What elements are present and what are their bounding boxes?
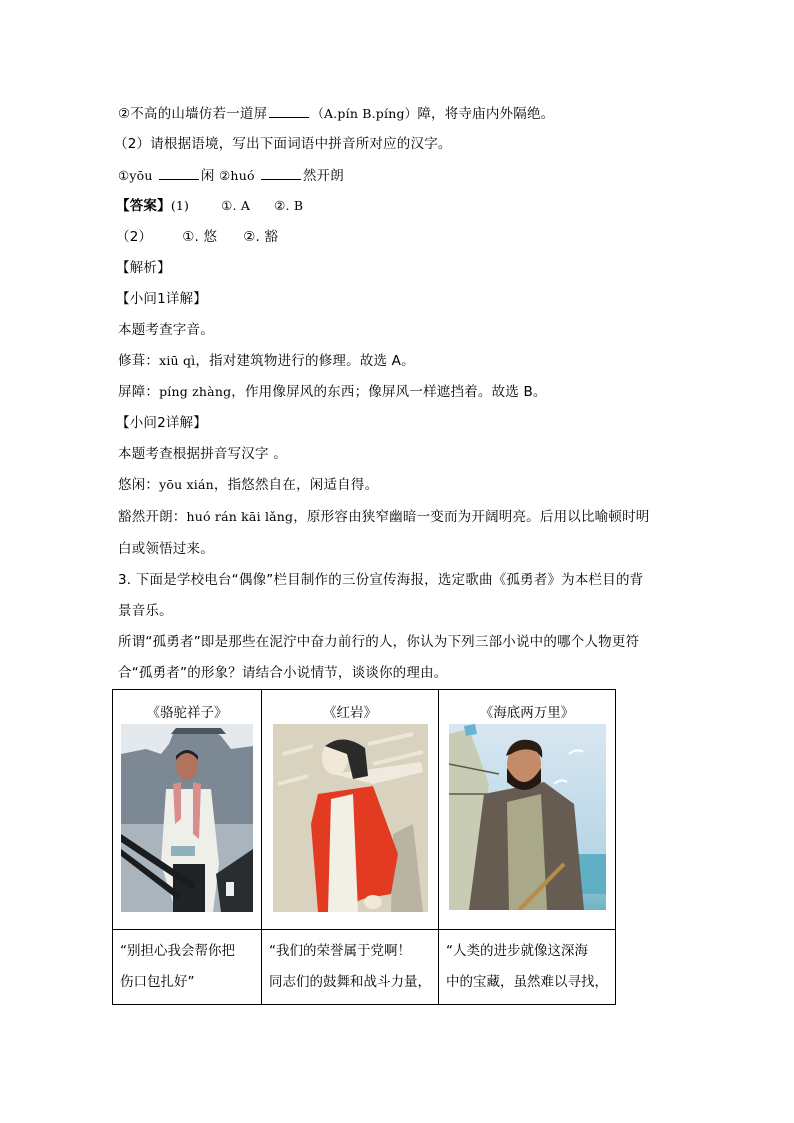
item2-prefix: ②不高的山墙仿若一道屏: [118, 106, 268, 122]
poster-quote-2: [262, 930, 439, 1005]
q3-line4: 合“孤勇者”的形象？请结合小说情节，谈谈你的理由。: [118, 665, 448, 681]
sub2-item1-pinyin: ①yōu: [118, 168, 157, 183]
item2-options: （A.pín B.píng）: [311, 106, 418, 121]
sub2-item1-suffix: 闲: [200, 168, 220, 184]
poster-cell-1: [113, 690, 262, 930]
answer-row2-num: （2）: [116, 229, 153, 245]
quote-line: “别担心我会帮你把: [120, 943, 235, 959]
poster-cell-3: [439, 690, 616, 930]
analysis-sub2-line3: 白或领悟过来。: [118, 541, 214, 557]
posters-table: [112, 689, 616, 1005]
quote-line: “人类的进步就像这深海: [446, 943, 588, 959]
definition: ，原形容由狭窄幽暗一变而为开阔明亮。后用以比喻顿时明: [293, 509, 650, 525]
q3-line2: 景音乐。: [118, 603, 173, 619]
analysis-sub2-heading: 【小问2详解】: [116, 415, 207, 431]
analysis-sub1-heading: 【小问1详解】: [116, 291, 207, 307]
analysis-sub2-line1: [118, 475, 378, 495]
sub2-item2-pinyin: ②huó: [219, 168, 259, 183]
answer-row1-num: (1): [170, 198, 190, 213]
woman-red-jacket-illustration-image: [273, 724, 428, 912]
posters-quote-row: [113, 930, 616, 1005]
term: 屏障：: [118, 384, 160, 400]
answer-row2-a1: ①. 悠: [182, 229, 218, 245]
poster-title: 《红岩》: [323, 705, 377, 721]
definition: ，指悠然自在，闲适自得。: [213, 477, 379, 493]
sub2-items: [118, 165, 344, 186]
answer-row2: [116, 227, 278, 247]
rickshaw-puller-painting-image: [121, 724, 253, 912]
quote-line: 同志们的鼓舞和战斗力量，: [269, 974, 431, 990]
poster-quote-1: [113, 930, 262, 1005]
poster-title: 《骆驼祥子》: [146, 705, 228, 721]
poster-quote-3: [439, 930, 616, 1005]
pinyin: xiū qì: [159, 353, 196, 368]
answer-label: 【答案】: [116, 198, 171, 214]
term: 悠闲：: [118, 477, 160, 493]
quote-line: “我们的荣誉属于党啊！: [269, 943, 411, 959]
term: 豁然开朗：: [118, 509, 187, 525]
analysis-sub2-line2: [118, 507, 649, 527]
term: 修葺：: [118, 353, 160, 369]
pinyin: yōu xián: [159, 477, 214, 492]
definition: ，指对建筑物进行的修理。故选 A。: [195, 353, 415, 369]
answer-blank: [261, 165, 301, 180]
q3-line3: 所谓“孤勇者”即是那些在泥泞中奋力前行的人，你认为下列三部小说中的哪个人物更符: [118, 634, 640, 650]
analysis-label: 【解析】: [116, 260, 171, 276]
answer-row1: [116, 196, 303, 216]
answer-row1-a1: ①. A: [221, 198, 251, 213]
definition: ，作用像屏风的东西；像屏风一样遮挡着。故选 B。: [231, 384, 547, 400]
pinyin: huó rán kāi lǎng: [186, 509, 294, 524]
pinyin: píng zhàng: [159, 384, 232, 399]
poster-title: 《海底两万里》: [479, 705, 575, 721]
poster-cell-2: [262, 690, 439, 930]
answer-row2-a2: ②. 豁: [243, 229, 279, 245]
bearded-sailor-illustration-image: [449, 724, 606, 910]
quote-line: 伤口包扎好”: [120, 974, 195, 990]
answer-blank: [269, 103, 309, 118]
answer-blank: [159, 165, 199, 180]
sub2-item2-suffix: 然开朗: [302, 168, 344, 184]
item2-suffix: 障，将寺庙内外隔绝。: [417, 106, 555, 122]
q3-line1: 3. 下面是学校电台“偶像”栏目制作的三份宣传海报，选定歌曲《孤勇者》为本栏目的背: [118, 572, 644, 588]
posters-image-row: [113, 690, 616, 930]
question-item2: [118, 103, 554, 124]
sub2-prompt: （2）请根据语境，写出下面词语中拼音所对应的汉字。: [114, 136, 452, 152]
analysis-sub1-line2: [118, 382, 547, 402]
quote-line: 中的宝藏，虽然难以寻找，: [446, 974, 608, 990]
analysis-sub1-line1: [118, 351, 415, 371]
analysis-sub1-intro: 本题考查字音。: [118, 322, 214, 338]
analysis-sub2-intro: 本题考查根据拼音写汉字 。: [118, 446, 287, 462]
answer-row1-a2: ②. B: [274, 198, 304, 213]
